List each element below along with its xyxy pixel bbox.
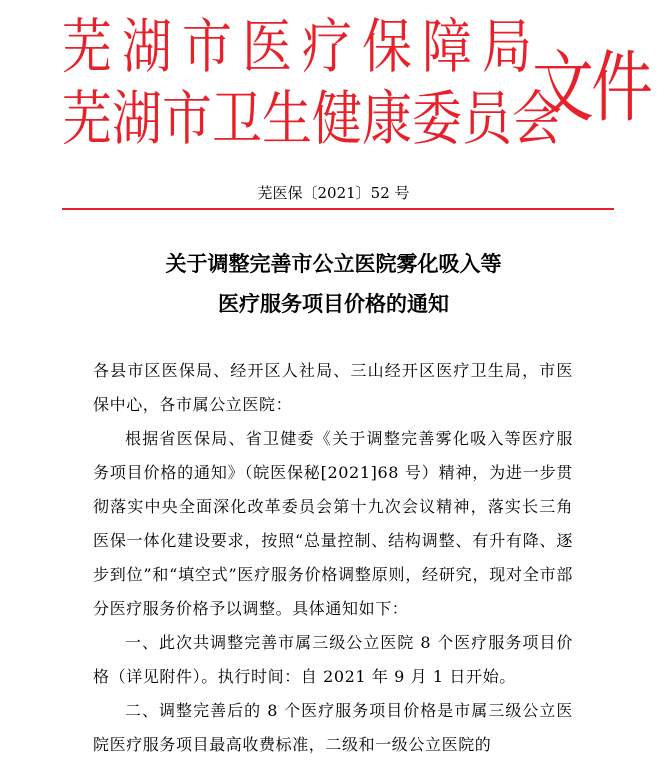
issuer-name-medical-security-bureau: 芜湖市医疗保障局 [62,12,532,82]
document-body [93,354,573,762]
body-paragraph-1: 根据省医保局、省卫健委《关于调整完善雾化吸入等医疗服务项目价格的通知》（皖医保秘[2021]68 号）精神，为进一步贯彻落实中央全面深化改革委员会第十九次会议精神，落实长三角医保一体化建设要求，按照“总量控制、结构调整、有升有降、逐步到位”和“填空式”医疗服务价格调整原则，经研究，现对全市部分医疗服务价格予以调整。具体通知如下： [93,429,573,618]
document-title-line-2: 医疗服务项目价格的通知 [218,291,449,316]
document-title-line-1: 关于调整完善市公立医院雾化吸入等 [165,251,502,276]
body-paragraph-2: 一、此次共调整完善市属三级公立医院 8 个医疗服务项目价格（详见附件）。执行时间：自 2021 年 9 月 1 日开始。 [93,633,573,686]
body-paragraph-3: 二、调整完善后的 8 个医疗服务项目价格是市属三级公立医院医疗服务项目最高收费标准，二级和一级公立医院的 [93,701,573,754]
issuer-name-health-commission: 芜湖市卫生健康委员会 [62,84,562,154]
red-divider-line [62,208,614,210]
addressee-paragraph: 各县市区医保局、经开区人社局、三山经开区医疗卫生局，市医保中心，各市属公立医院： [93,361,573,414]
document-word: 文件 [532,41,651,133]
document-number: 芜医保〔2021〕52 号 [257,184,410,202]
